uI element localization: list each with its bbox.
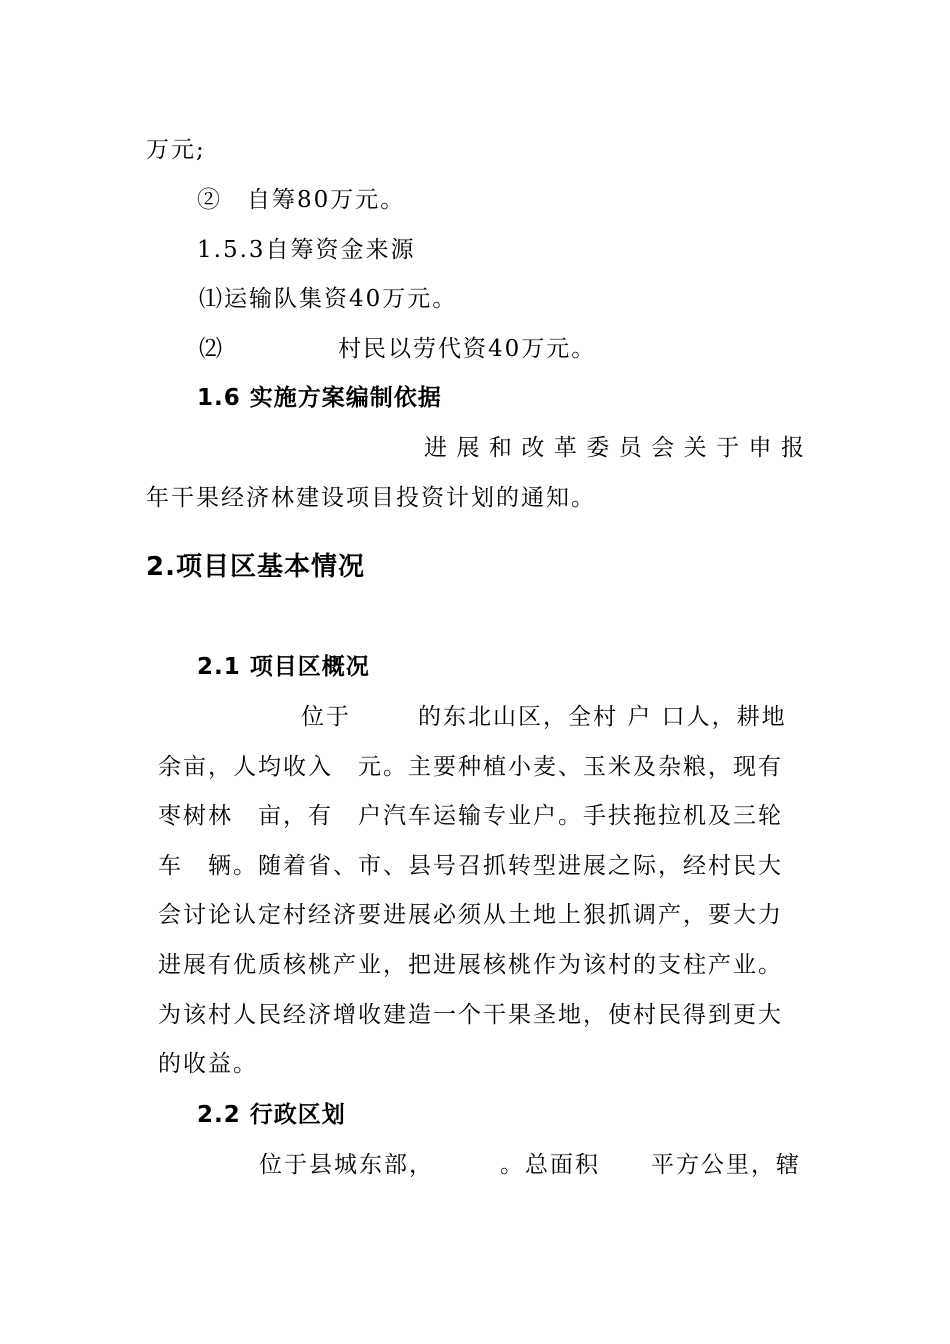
paragraph-line: 位于: [301, 704, 351, 730]
list-item-marker: ⑵: [199, 336, 224, 362]
text-line: 万元;: [146, 137, 206, 163]
section-heading: 2.2 行政区划: [197, 1102, 346, 1128]
text-line: ② 自筹80万元。: [197, 187, 406, 213]
paragraph-line: 车 辆。随着省、市、县号召抓转型进展之际，经村民大: [158, 853, 783, 879]
list-item: 村民以劳代资40万元。: [338, 336, 597, 362]
section-heading: 2.1 项目区概况: [197, 654, 370, 680]
paragraph-line: 的收益。: [158, 1051, 258, 1077]
paragraph-line: 平方公里，辖: [651, 1152, 801, 1178]
subsection-title: 1.5.3自筹资金来源: [197, 237, 416, 263]
paragraph-line: 年干果经济林建设项目投资计划的通知。: [146, 485, 596, 511]
paragraph-line: 枣树林 亩，有 户汽车运输专业户。手扶拖拉机及三轮: [158, 803, 783, 829]
list-item: ⑴运输队集资40万元。: [199, 286, 458, 312]
paragraph-line: 进展和改革委员会关于申报: [424, 435, 806, 461]
paragraph-line: 会讨论认定村经济要进展必须从土地上狠抓调产，要大力: [158, 902, 783, 928]
chapter-heading: 2.项目区基本情况: [146, 552, 365, 582]
paragraph-line: 进展有优质核桃产业，把进展核桃作为该村的支柱产业。: [158, 952, 783, 978]
section-heading: 1.6 实施方案编制依据: [197, 385, 442, 411]
paragraph-line: 余亩，人均收入 元。主要种植小麦、玉米及杂粮，现有: [158, 754, 783, 780]
paragraph-line: 。总面积: [500, 1152, 600, 1178]
paragraph-line: 位于县城东部，: [259, 1152, 434, 1178]
paragraph-line: 的东北山区，全村 户 口人，耕地: [418, 704, 787, 730]
paragraph-line: 为该村人民经济增收建造一个干果圣地，使村民得到更大: [158, 1002, 783, 1028]
